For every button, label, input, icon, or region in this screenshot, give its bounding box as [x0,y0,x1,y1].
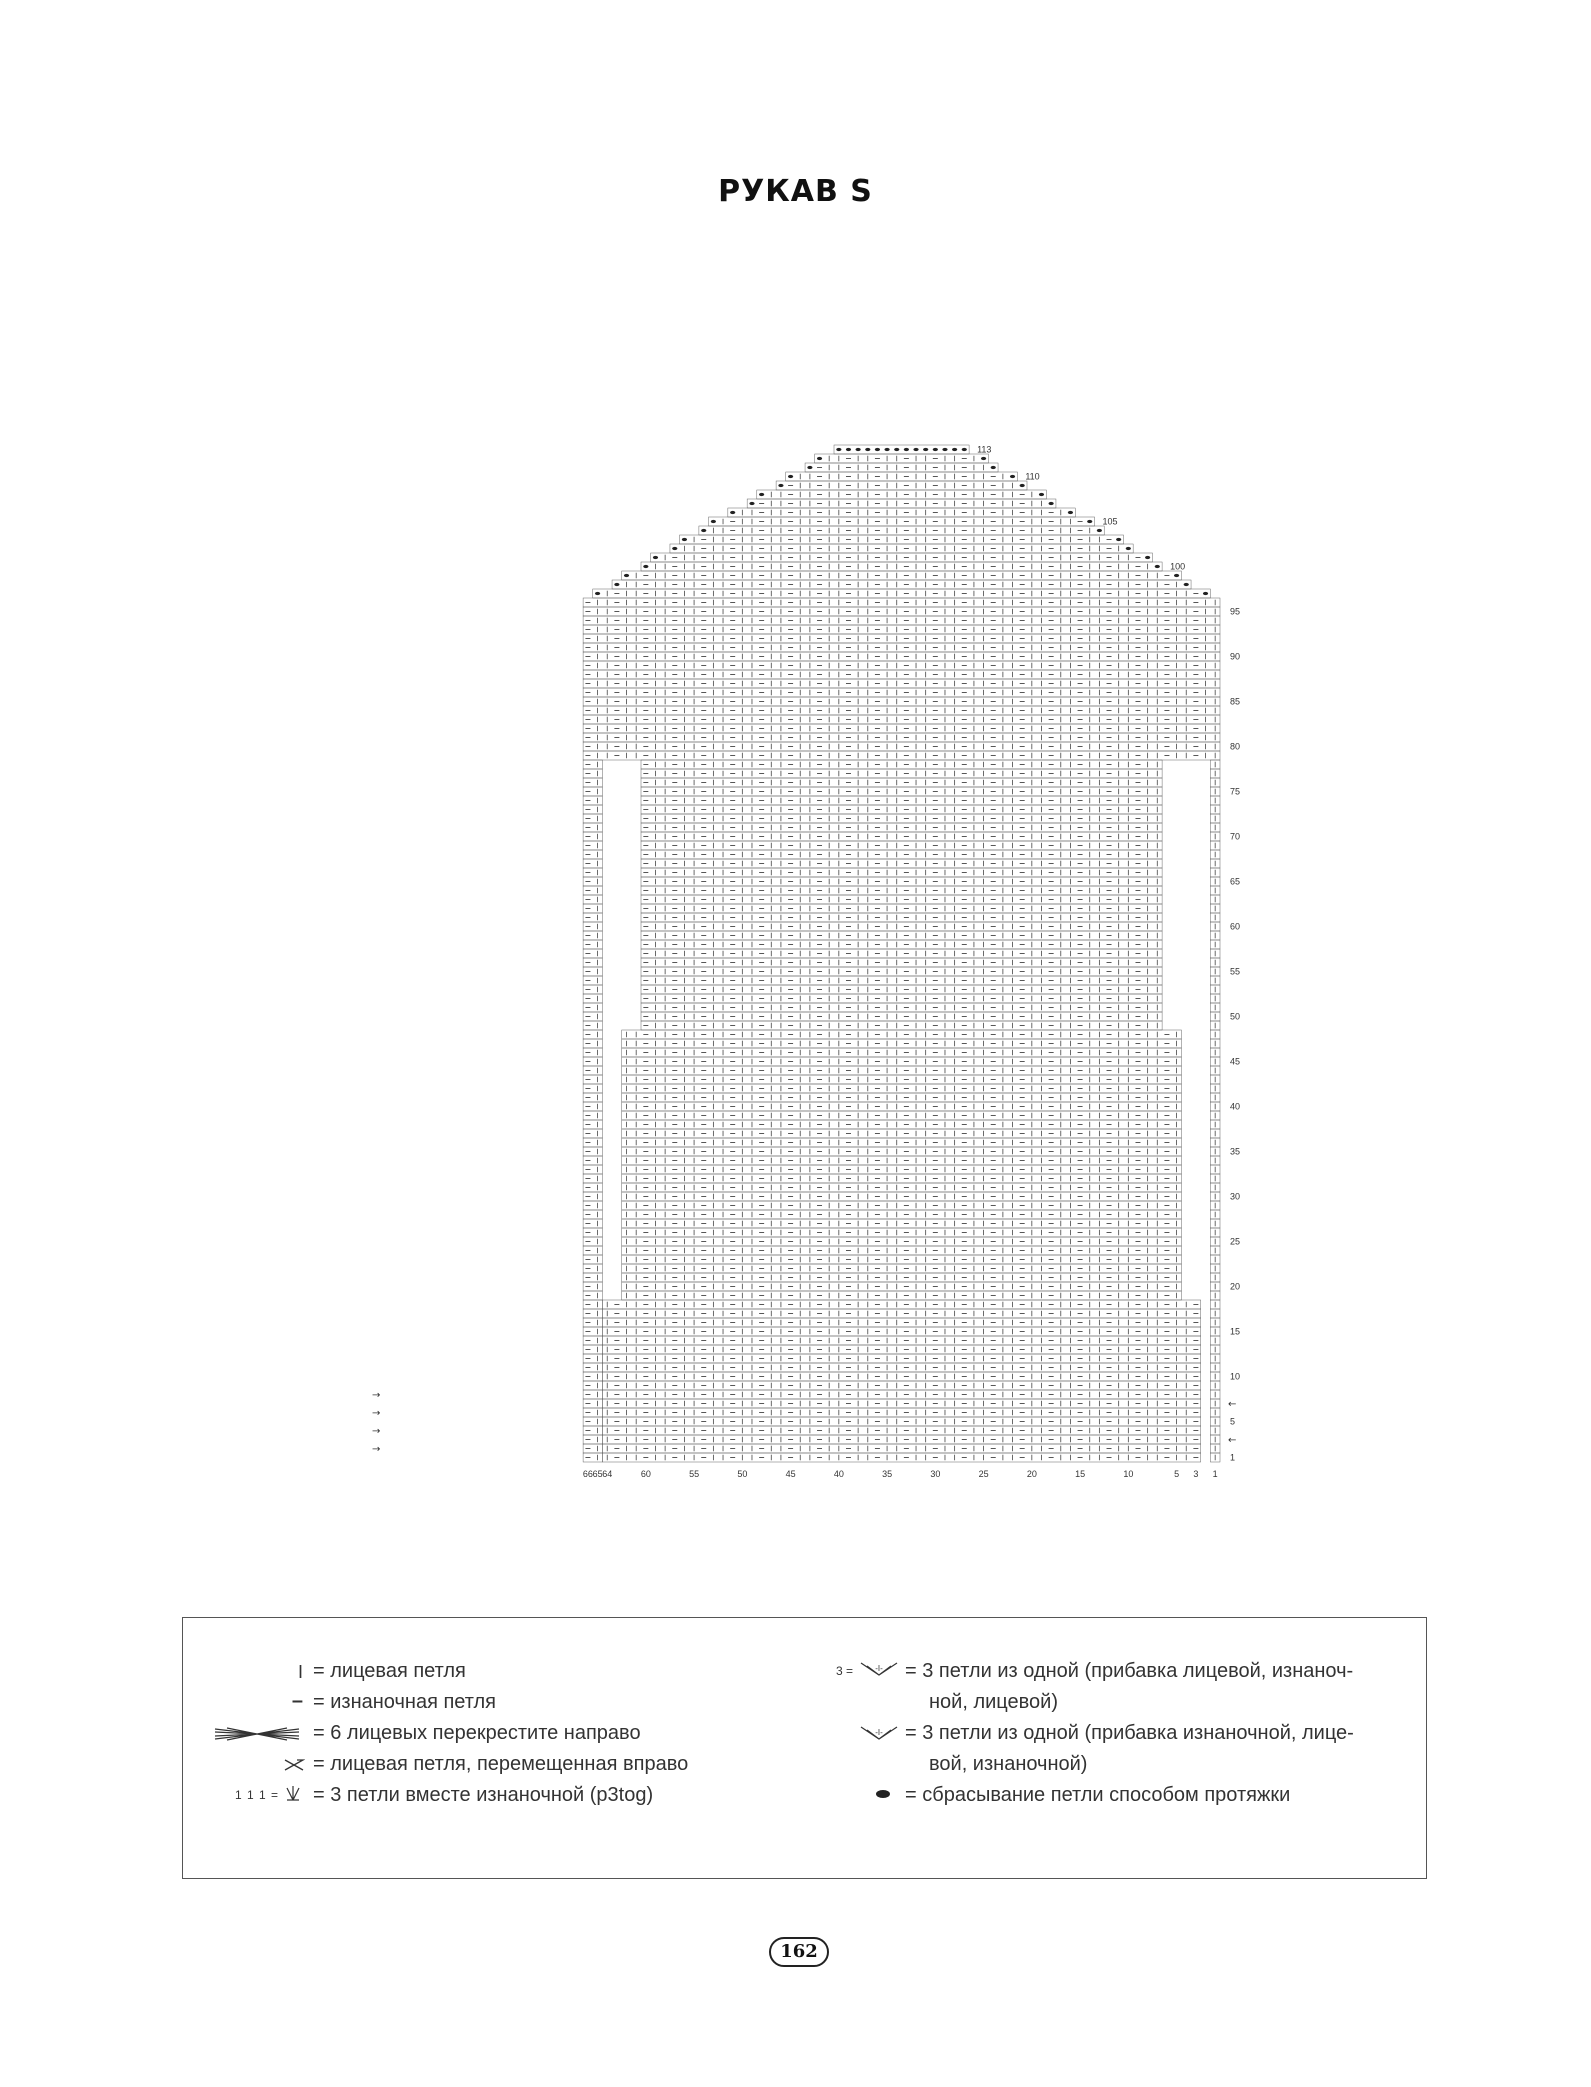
chart-row-segment [641,841,1162,850]
chart-row-segment [641,886,1162,895]
chart-row-segment [641,814,1162,823]
chart-row-segment [641,805,1162,814]
chart-row-segment [641,868,1162,877]
chart-row-segment [641,1012,1162,1021]
chart-row-segment [641,904,1162,913]
chart-row-segment [641,913,1162,922]
chart-row-segment [641,940,1162,949]
chart-row-segment [641,985,1162,994]
chart-row-segment [641,769,1162,778]
chart-row-segment [641,859,1162,868]
chart-row-segment [641,796,1162,805]
chart-row-segment [641,976,1162,985]
chart-grid [583,445,1220,1462]
page-title: РУКАВ S [718,174,873,209]
chart-row-segment [641,931,1162,940]
chart-row-segment [641,787,1162,796]
chart-row-segment [641,1003,1162,1012]
chart-row-segment [641,850,1162,859]
chart-row-segment [641,832,1162,841]
chart-row-segment [641,895,1162,904]
chart-row-segment [641,922,1162,931]
chart-row-segment [583,751,1220,760]
chart-row-segment [641,958,1162,967]
chart-row-segment [641,994,1162,1003]
chart-row-segment [641,760,1162,769]
chart-row-segment [641,877,1162,886]
chart-row-segment [641,949,1162,958]
chart-row-segment [641,967,1162,976]
chart-row-segment [641,778,1162,787]
chart-row-segment [641,1021,1162,1030]
chart-row-segment [641,823,1162,832]
